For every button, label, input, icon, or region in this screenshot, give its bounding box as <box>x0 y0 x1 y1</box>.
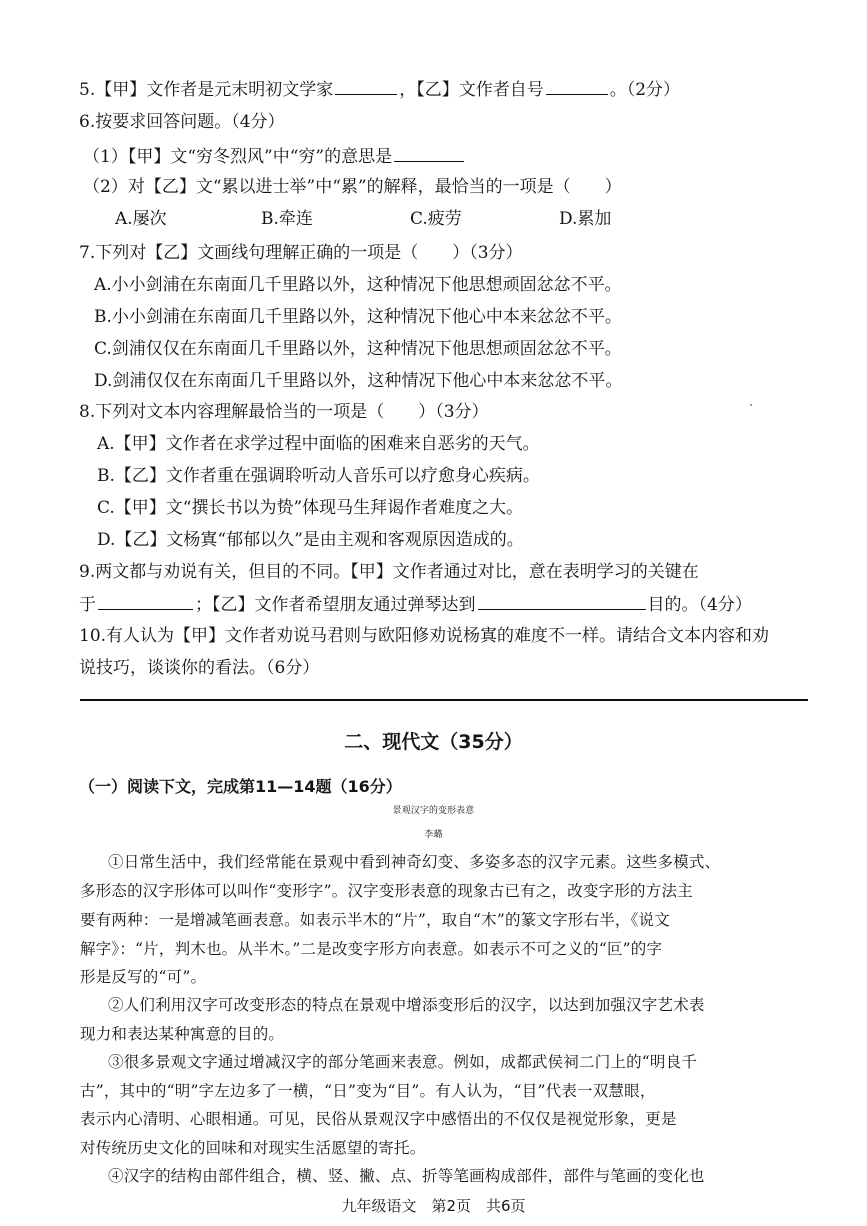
answer-blank[interactable] <box>394 143 464 162</box>
subsection-heading: （一）阅读下文，完成第11—14题（16分） <box>79 777 402 796</box>
article-line: ③很多景观文字通过增减汉字的部分笔画来表意。例如，成都武侯祠二门上的“明良千 <box>108 1053 698 1071</box>
option-d: D.累加 <box>559 209 612 229</box>
option-d: D.剑浦仅仅在东南面几千里路以外，这种情况下他心中本来忿忿不平。 <box>94 371 623 391</box>
article-line: 形是反写的“可”。 <box>80 968 207 986</box>
page-footer: 九年级语文 第2页 共6页 <box>341 1197 526 1215</box>
article-line: 表示内心清明、心眼相通。可见，民俗从景观汉字中感悟出的不仅仅是视觉形象，更是 <box>80 1110 677 1128</box>
article-title: 景观汉字的变形表意 <box>392 806 475 816</box>
article-line: ①日常生活中，我们经常能在景观中看到神奇幻变、多姿多态的汉字元素。这些多模式、 <box>108 853 721 871</box>
question-5 <box>79 76 680 102</box>
option-c: C.疲劳 <box>410 209 462 229</box>
q9-text-c: 目的。（4分） <box>647 595 752 615</box>
answer-blank[interactable] <box>478 591 646 610</box>
article-line: 古”，其中的“明”字左边多了一横，“日”变为“目”。有人认为，“目”代表一双慧眼， <box>80 1082 656 1100</box>
article-line: 现力和表达某种寓意的目的。 <box>80 1025 285 1043</box>
speck <box>750 404 752 406</box>
q6-p1-text: （1）【甲】文“穷冬烈风”中“穷”的意思是 <box>83 147 393 167</box>
q5-text-c: 。（2分） <box>609 80 681 100</box>
article-line: 对传统历史文化的回味和对现实生活愿望的寄托。 <box>80 1139 426 1157</box>
option-c: C.剑浦仅仅在东南面几千里路以外，这种情况下他思想顽固忿忿不平。 <box>94 339 622 359</box>
article-line: 要有两种：一是增减笔画表意。如表示半木的“片”，取自“木”的篆文字形右半，《说文 <box>80 911 670 929</box>
article-line: ④汉字的结构由部件组合，横、竖、撇、点、折等笔画构成部件，部件与笔画的变化也 <box>108 1167 705 1185</box>
question-9-line-2 <box>79 591 752 617</box>
question-10-line-1: 10.有人认为【甲】文作者劝说马君则与欧阳修劝说杨寘的难度不一样。请结合文本内容和劝 <box>79 626 770 646</box>
option-a: A.屡次 <box>115 209 167 229</box>
option-b: B.牵连 <box>261 209 313 229</box>
option-b: B.【乙】文作者重在强调聆听动人音乐可以疗愈身心疾病。 <box>97 466 540 486</box>
answer-blank[interactable] <box>98 591 193 610</box>
q5-text-b: ，【乙】文作者自号 <box>399 80 544 100</box>
q9-text-b: ；【乙】文作者希望朋友通过弹琴达到 <box>195 595 476 615</box>
answer-blank[interactable] <box>546 76 608 95</box>
option-b: B.小小剑浦在东南面几千里路以外，这种情况下他心中本来忿忿不平。 <box>94 307 622 327</box>
option-a: A.小小剑浦在东南面几千里路以外，这种情况下他思想顽固忿忿不平。 <box>94 275 622 295</box>
section-heading: 二、现代文（35分） <box>344 731 523 753</box>
q9-text-a: 于 <box>79 595 96 615</box>
question-6-part-2: （2）对【乙】文“累以进士举”中“累”的解释，最恰当的一项是（ ） <box>83 177 622 197</box>
article-line: ②人们利用汉字可改变形态的特点在景观中增添变形后的汉字，以达到加强汉字艺术表 <box>108 996 705 1014</box>
q5-text-a: 5.【甲】文作者是元末明初文学家 <box>79 80 334 100</box>
question-8-stem: 8.下列对文本内容理解最恰当的一项是（ ）（3分） <box>79 402 489 422</box>
question-9-line-1: 9.两文都与劝说有关，但目的不同。【甲】文作者通过对比，意在表明学习的关键在 <box>79 562 699 582</box>
question-7-stem: 7.下列对【乙】文画线句理解正确的一项是（ ）（3分） <box>79 243 523 263</box>
article-line: 解字》：“片，判木也。从半木。”二是改变字形方向表意。如表示不可之义的“叵”的字 <box>80 940 663 958</box>
article-author: 李璐 <box>424 830 443 840</box>
option-c: C.【甲】文“撰长书以为贽”体现马生拜谒作者难度之大。 <box>97 498 524 518</box>
section-divider <box>80 699 808 701</box>
question-10-line-2: 说技巧，谈谈你的看法。（6分） <box>79 658 320 678</box>
option-a: A.【甲】文作者在求学过程中面临的困难来自恶劣的天气。 <box>97 434 540 454</box>
question-6-part-1 <box>83 143 466 169</box>
article-line: 多形态的汉字形体可以叫作“变形字”。汉字变形表意的现象古已有之，改变字形的方法主 <box>80 882 693 900</box>
question-6-stem: 6.按要求回答问题。（4分） <box>79 112 285 132</box>
option-d: D.【乙】文杨寘“郁郁以久”是由主观和客观原因造成的。 <box>97 530 524 550</box>
answer-blank[interactable] <box>335 76 397 95</box>
